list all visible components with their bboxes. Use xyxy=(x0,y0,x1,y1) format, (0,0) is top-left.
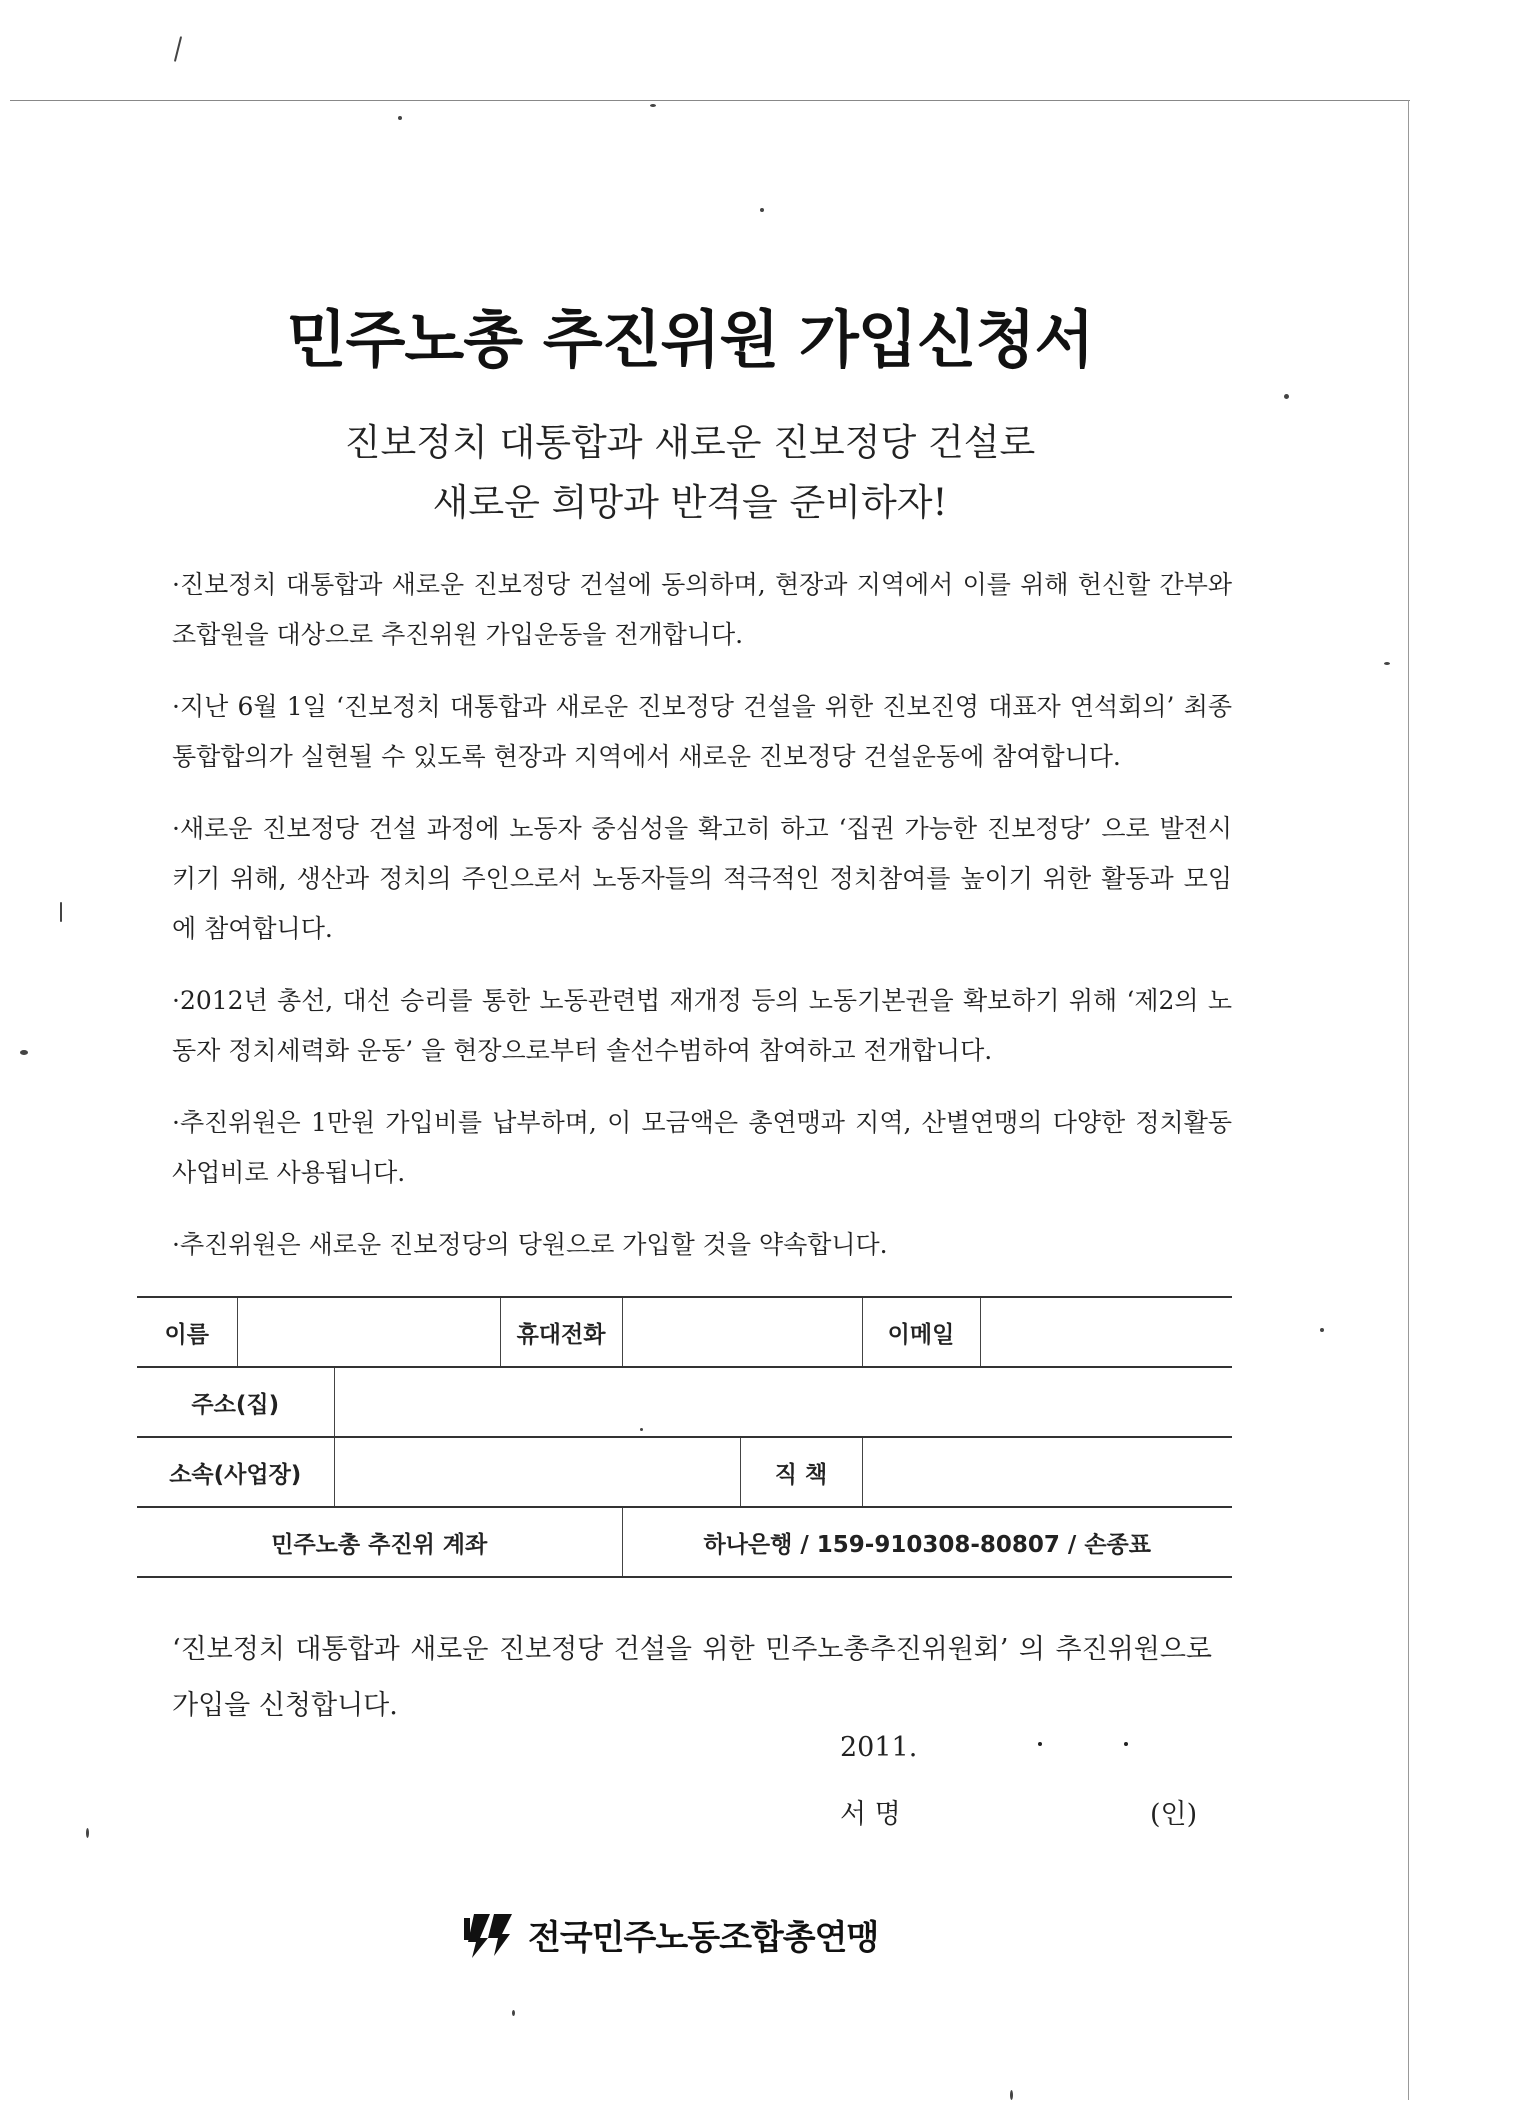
scan-speck xyxy=(1320,1328,1324,1332)
closing-statement: ‘진보정치 대통합과 새로운 진보정당 건설을 위한 민주노총추진위원회’ 의 추진위원으로 가입을 신청합니다. xyxy=(172,1634,1212,1721)
phone-label: 휴대전화 xyxy=(500,1297,622,1367)
phone-field[interactable] xyxy=(622,1297,862,1367)
seal-label: (인) xyxy=(1150,1799,1198,1830)
page-border-right xyxy=(1408,100,1409,2100)
org-footer xyxy=(460,1908,878,1960)
name-label: 이름 xyxy=(137,1297,237,1367)
form-row-workplace xyxy=(137,1437,1232,1507)
scan-speck xyxy=(1010,2090,1013,2100)
workplace-field[interactable] xyxy=(334,1437,740,1507)
scan-speck xyxy=(86,1828,89,1838)
scan-speck xyxy=(20,1050,28,1055)
date-day-dot xyxy=(1124,1742,1128,1746)
pledge-item-4: ·2012년 총선, 대선 승리를 통한 노동관련법 재개정 등의 노동기본권을 확보하기 위해 ‘제2의 노동자 정치세력화 운동’ 을 현장으로부터 솔선수범하여 참여하고 전개합니다. xyxy=(172,986,1232,1065)
email-field[interactable] xyxy=(980,1297,1232,1367)
pledge-item-2: ·지난 6월 1일 ‘진보정치 대통합과 새로운 진보정당 건설을 위한 진보진영 대표자 연석회의’ 최종 통합합의가 실현될 수 있도록 현장과 지역에서 새로운 진보정당 건설운동에 참여합니다. xyxy=(172,692,1232,771)
pledge-item-6: ·추진위원은 새로운 진보정당의 당원으로 가입할 것을 약속합니다. xyxy=(172,1230,888,1259)
document-title: 민주노총 추진위원 가입신청서 xyxy=(286,303,1094,376)
form-row-account xyxy=(137,1507,1232,1577)
scan-mark xyxy=(174,36,182,62)
position-field[interactable] xyxy=(862,1437,1232,1507)
org-name: 전국민주노동조합총연맹 xyxy=(528,1917,879,1958)
scan-speck xyxy=(398,116,402,120)
date-label: 2011. xyxy=(840,1732,918,1763)
scan-speck xyxy=(1284,394,1289,399)
account-value: 하나은행 / 159-910308-80807 / 손종표 xyxy=(622,1507,1232,1577)
pledge-item-1: ·진보정치 대통합과 새로운 진보정당 건설에 동의하며, 현장과 지역에서 이를 위해 헌신할 간부와 조합원을 대상으로 추진위원 가입운동을 전개합니다. xyxy=(172,570,1232,649)
name-field[interactable] xyxy=(237,1297,500,1367)
kctu-logo-icon xyxy=(460,1908,522,1960)
scan-speck xyxy=(650,104,656,107)
page-border-top xyxy=(10,100,1410,101)
application-form-table xyxy=(137,1296,1232,1578)
pledge-item-3: ·새로운 진보정당 건설 과정에 노동자 중심성을 확고히 하고 ‘집권 가능한 진보정당’ 으로 발전시키기 위해, 생산과 정치의 주인으로서 노동자들의 적극적인 정치참여를 높이기 위한 활동과 모임에 참여합니다. xyxy=(172,814,1232,943)
pledge-list xyxy=(162,560,1232,1270)
scan-speck xyxy=(60,902,62,922)
address-field[interactable] xyxy=(334,1367,1232,1437)
address-label: 주소(집) xyxy=(137,1367,334,1437)
scan-speck xyxy=(1384,662,1390,665)
form-row-contact xyxy=(137,1297,1232,1367)
subtitle-line-2: 새로운 희망과 반격을 준비하자! xyxy=(432,481,948,524)
subtitle-line-1: 진보정치 대통합과 새로운 진보정당 건설로 xyxy=(344,421,1036,464)
position-label: 직 책 xyxy=(740,1437,862,1507)
scan-speck xyxy=(512,2010,515,2016)
workplace-label: 소속(사업장) xyxy=(137,1437,334,1507)
email-label: 이메일 xyxy=(862,1297,980,1367)
signature-label: 서 명 xyxy=(840,1799,901,1830)
form-row-address xyxy=(137,1367,1232,1437)
scan-speck xyxy=(760,208,764,212)
pledge-item-5: ·추진위원은 1만원 가입비를 납부하며, 이 모금액은 총연맹과 지역, 산별연맹의 다양한 정치활동 사업비로 사용됩니다. xyxy=(172,1108,1232,1187)
account-label: 민주노총 추진위 계좌 xyxy=(137,1507,622,1577)
scan-speck xyxy=(640,1428,643,1431)
date-month-dot xyxy=(1038,1742,1042,1746)
